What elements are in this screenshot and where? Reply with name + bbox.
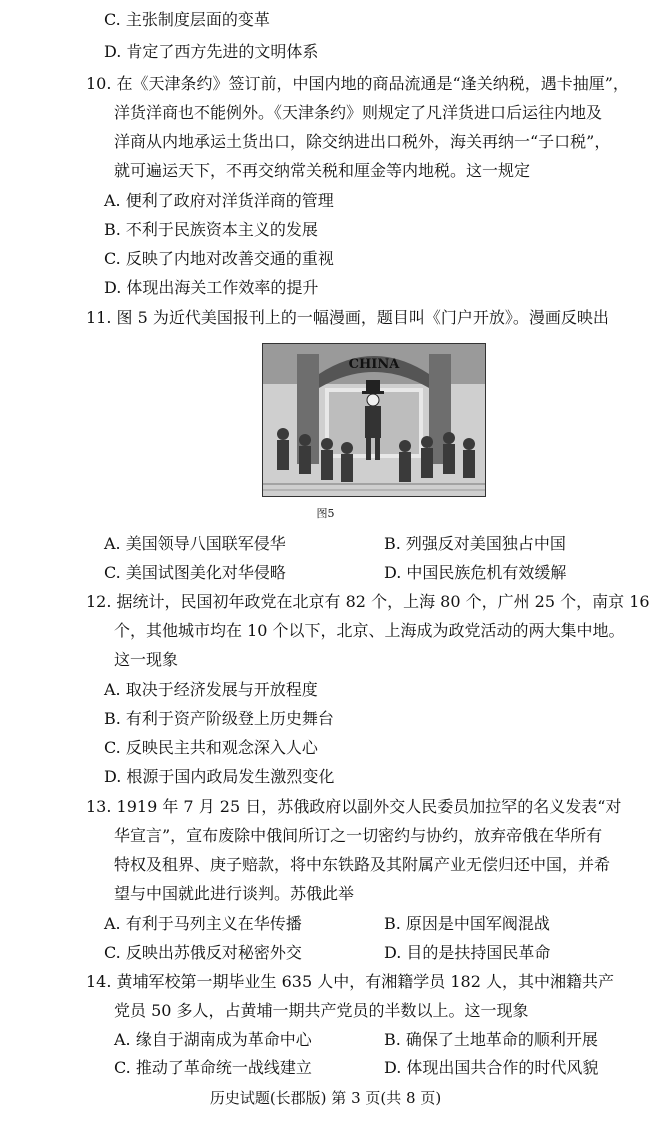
page-footer: 历史试题(长郡版) 第 3 页(共 8 页) — [209, 1089, 442, 1107]
q14-option-a: A. 缘自于湖南成为革命中心 — [114, 1030, 312, 1049]
q10-option-a: A. 便利了政府对洋货洋商的管理 — [104, 191, 334, 210]
q13-option-b: B. 原因是中国军阀混战 — [384, 914, 550, 933]
q12-stem-line-1: 12. 据统计，民国初年政党在北京有 82 个，上海 80 个，广州 25 个，南京 16 — [86, 592, 650, 611]
cartoon-sign-text: CHINA — [348, 357, 400, 372]
q13-option-a: A. 有利于马列主义在华传播 — [104, 914, 302, 933]
q11-stem-line-1: 11. 图 5 为近代美国报刊上的一幅漫画，题目叫《门户开放》。漫画反映出 — [86, 308, 609, 327]
q11-option-b: B. 列强反对美国独占中国 — [384, 534, 566, 553]
q10-stem-line-1: 10. 在《天津条约》签订前，中国内地的商品流通是“逢关纳税，遇卡抽厘”， — [86, 74, 629, 93]
q12-option-b: B. 有利于资产阶级登上历史舞台 — [104, 709, 334, 728]
q11-option-c: C. 美国试图美化对华侵略 — [104, 563, 286, 582]
q10-stem-line-4: 就可遍运天下，不再交纳常关税和厘金等内地税。这一规定 — [114, 161, 531, 180]
q10-option-b: B. 不利于民族资本主义的发展 — [104, 220, 318, 239]
q12-option-c: C. 反映民主共和观念深入人心 — [104, 738, 318, 757]
q13-stem-line-4: 望与中国就此进行谈判。苏俄此举 — [114, 884, 355, 903]
cartoon-illustration — [263, 344, 485, 496]
q9-option-d: D. 肯定了西方先进的文明体系 — [104, 42, 319, 61]
q12-stem-line-3: 这一现象 — [114, 650, 179, 669]
q14-option-d: D. 体现出国共合作的时代风貌 — [384, 1058, 599, 1077]
q12-option-d: D. 根源于国内政局发生激烈变化 — [104, 767, 335, 786]
figure-caption: 图5 — [316, 507, 335, 520]
q11-option-a: A. 美国领导八国联军侵华 — [104, 534, 286, 553]
q13-stem-line-2: 华宣言”，宣布废除中俄间所订之一切密约与协约，放弃帝俄在华所有 — [114, 826, 603, 845]
q12-stem-line-2: 个，其他城市均在 10 个以下，北京、上海成为政党活动的两大集中地。 — [114, 621, 625, 640]
q14-option-c: C. 推动了革命统一战线建立 — [114, 1058, 312, 1077]
q11-option-d: D. 中国民族危机有效缓解 — [384, 563, 567, 582]
q13-option-c: C. 反映出苏俄反对秘密外交 — [104, 943, 302, 962]
q13-option-d: D. 目的是扶持国民革命 — [384, 943, 551, 962]
q14-stem-line-2: 党员 50 多人，占黄埔一期共产党员的半数以上。这一现象 — [114, 1001, 529, 1020]
q13-stem-line-1: 13. 1919 年 7 月 25 日，苏俄政府以副外交人民委员加拉罕的名义发表“对 — [86, 797, 622, 816]
q10-option-c: C. 反映了内地对改善交通的重视 — [104, 249, 334, 268]
q9-option-c: C. 主张制度层面的变革 — [104, 10, 270, 29]
q10-stem-line-3: 洋商从内地承运土货出口，除交纳进出口税外，海关再纳一“子口税”， — [114, 132, 611, 151]
q14-stem-line-1: 14. 黄埔军校第一期毕业生 635 人中，有湘籍学员 182 人，其中湘籍共产 — [86, 972, 614, 991]
open-door-cartoon-figure — [262, 343, 486, 497]
q10-stem-line-2: 洋货洋商也不能例外。《天津条约》则规定了凡洋货进口后运往内地及 — [114, 103, 603, 122]
q14-option-b: B. 确保了土地革命的顺利开展 — [384, 1030, 598, 1049]
q13-stem-line-3: 特权及租界、庚子赔款，将中东铁路及其附属产业无偿归还中国，并希 — [114, 855, 611, 874]
q10-option-d: D. 体现出海关工作效率的提升 — [104, 278, 319, 297]
q12-option-a: A. 取决于经济发展与开放程度 — [104, 680, 318, 699]
